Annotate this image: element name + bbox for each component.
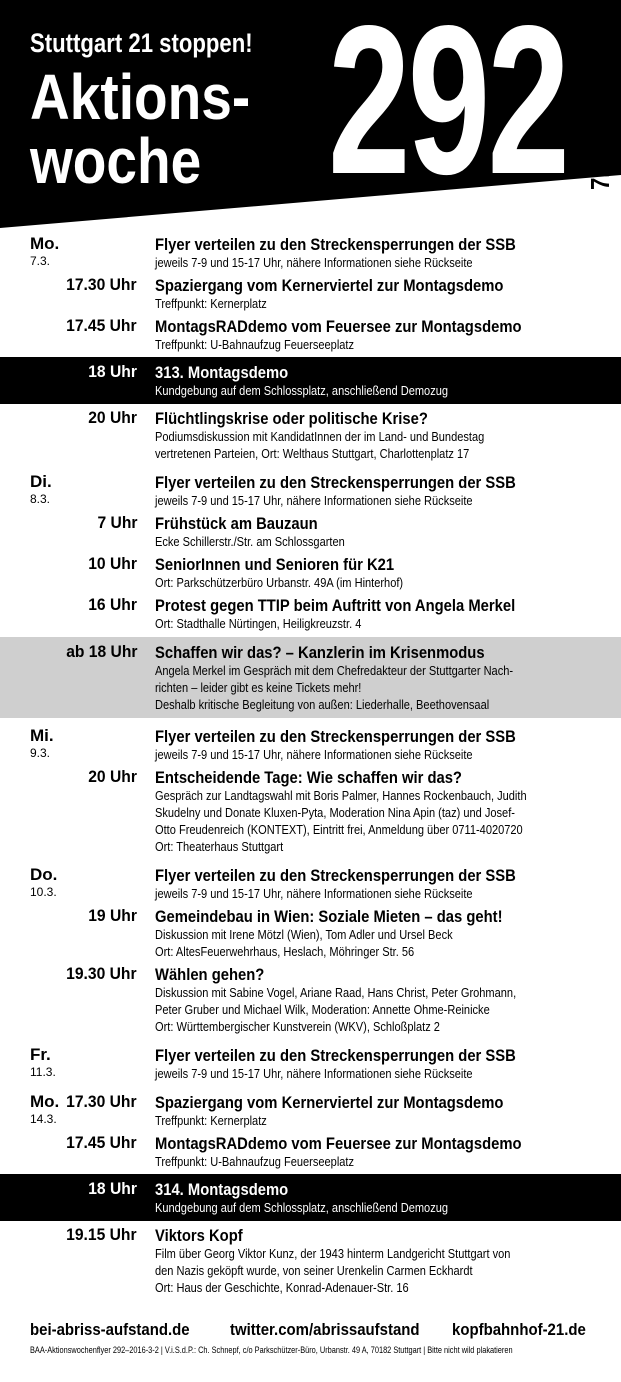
event-title: Viktors Kopf xyxy=(155,1226,243,1245)
event-title: MontagsRADdemo vom Feuersee zur Montagsdemo xyxy=(155,317,522,336)
event-title: MontagsRADdemo vom Feuersee zur Montagsdemo xyxy=(155,1134,522,1153)
date-label: 14.3. xyxy=(30,1112,57,1126)
event-row xyxy=(0,1131,621,1172)
event-content xyxy=(155,357,595,404)
event-description: jeweils 7-9 und 15-17 Uhr, nähere Informationen siehe Rückseite xyxy=(155,886,473,901)
event-row xyxy=(0,1043,621,1084)
event-content xyxy=(155,406,595,464)
event-description: jeweils 7-9 und 15-17 Uhr, nähere Informationen siehe Rückseite xyxy=(155,493,473,508)
event-description: Ort: Württembergischer Kunstverein (WKV), Schloßplatz 2 xyxy=(155,1019,440,1034)
event-title: Flüchtlingskrise oder politische Krise? xyxy=(155,409,428,428)
event-row xyxy=(0,765,621,857)
event-description: Peter Gruber und Michael Wilk, Moderation: Annette Ohme-Reinicke xyxy=(155,1002,490,1017)
event-description: Treffpunkt: Kernerplatz xyxy=(155,296,267,311)
event-row xyxy=(0,962,621,1037)
event-row xyxy=(0,273,621,314)
event-description: Kundgebung auf dem Schlossplatz, anschließend Demozug xyxy=(155,383,449,398)
event-content xyxy=(155,1174,595,1221)
event-content xyxy=(155,511,595,552)
event-description: Kundgebung auf dem Schlossplatz, anschließend Demozug xyxy=(155,1200,449,1215)
event-title: Wählen gehen? xyxy=(155,965,265,984)
event-row xyxy=(0,904,621,962)
event-time: 17.45 Uhr xyxy=(66,316,137,335)
event-time: 17.30 Uhr xyxy=(66,1092,137,1111)
event-description: Podiumsdiskussion mit KandidatInnen der im Land- und Bundestag xyxy=(155,429,485,444)
event-time: 10 Uhr xyxy=(88,554,137,573)
event-time: 17.30 Uhr xyxy=(66,275,137,294)
day-label: Mi. xyxy=(30,726,54,745)
website-link[interactable]: bei-abriss-aufstand.de xyxy=(30,1320,190,1339)
event-description: Ort: Parkschützerbüro Urbanstr. 49A (im Hinterhof) xyxy=(155,575,404,590)
event-content xyxy=(155,962,595,1037)
event-row xyxy=(0,232,621,273)
event-description: Diskussion mit Irene Mötzl (Wien), Tom Adler und Ursel Beck xyxy=(155,927,453,942)
event-title: Flyer verteilen zu den Streckensperrungen der SSB xyxy=(155,1046,516,1065)
event-row xyxy=(0,593,621,634)
week-dates: 7.3.- 14.3. xyxy=(585,90,615,190)
issue-number: 292 xyxy=(328,0,568,218)
event-description: richten – leider gibt es keine Tickets mehr! xyxy=(155,680,362,695)
event-content xyxy=(155,1131,595,1172)
event-time: 7 Uhr xyxy=(97,513,137,532)
event-time: 19 Uhr xyxy=(88,906,137,925)
kopfbahnhof-link[interactable]: kopfbahnhof-21.de xyxy=(452,1320,586,1339)
event-description: jeweils 7-9 und 15-17 Uhr, nähere Informationen siehe Rückseite xyxy=(155,1066,473,1081)
footer xyxy=(0,1320,621,1355)
event-description: Diskussion mit Sabine Vogel, Ariane Raad, Hans Christ, Peter Grohmann, xyxy=(155,985,517,1000)
event-title: Spaziergang vom Kernerviertel zur Montagsdemo xyxy=(155,276,504,295)
header-title-line1: Aktions- xyxy=(30,61,251,133)
event-title: Flyer verteilen zu den Streckensperrungen der SSB xyxy=(155,727,516,746)
event-title: Flyer verteilen zu den Streckensperrungen der SSB xyxy=(155,235,516,254)
event-content xyxy=(155,765,595,857)
event-description: Otto Freudenreich (KONTEXT), Eintritt frei, Anmeldung über 0711-4020720 xyxy=(155,822,523,837)
event-title: 313. Montagsdemo xyxy=(155,363,289,382)
event-description: den Nazis geköpft wurde, von seiner Urenkelin Carmen Eckhardt xyxy=(155,1263,473,1278)
event-title: Schaffen wir das? – Kanzlerin im Krisenmodus xyxy=(155,643,485,662)
day-label: Fr. xyxy=(30,1045,51,1064)
date-label: 11.3. xyxy=(30,1065,56,1079)
event-title: 314. Montagsdemo xyxy=(155,1180,289,1199)
event-row xyxy=(0,724,621,765)
event-time: 18 Uhr xyxy=(88,1179,137,1198)
event-content xyxy=(155,904,595,962)
event-description: Deshalb kritische Begleitung von außen: Liederhalle, Beethovensaal xyxy=(155,697,490,712)
date-label: 9.3. xyxy=(30,746,51,760)
event-title: Frühstück am Bauzaun xyxy=(155,514,318,533)
date-label: 8.3. xyxy=(30,492,51,506)
event-description: Gespräch zur Landtagswahl mit Boris Palmer, Hannes Rockenbauch, Judith xyxy=(155,788,527,803)
event-title: Flyer verteilen zu den Streckensperrungen der SSB xyxy=(155,473,516,492)
date-label: 10.3. xyxy=(30,885,57,899)
event-row xyxy=(0,1090,621,1131)
imprint: BAA-Aktionswochenflyer 292–2016-3-2 | V.i.S.d.P.: Ch. Schnepf, c/o Parkschützer-Büro, Urbanstr. 49 A, 70182 Stuttgart | Bitte nicht wild plakatieren xyxy=(30,1345,513,1355)
event-row xyxy=(0,863,621,904)
event-content xyxy=(155,863,595,904)
event-time: 16 Uhr xyxy=(88,595,137,614)
event-row xyxy=(0,552,621,593)
event-row xyxy=(0,1174,621,1221)
event-time: 18 Uhr xyxy=(88,362,137,381)
event-description: Treffpunkt: U-Bahnaufzug Feuerseeplatz xyxy=(155,337,355,352)
event-description: Ecke Schillerstr./Str. am Schlossgarten xyxy=(155,534,345,549)
twitter-link[interactable]: twitter.com/abrissaufstand xyxy=(230,1320,420,1339)
program-list xyxy=(0,232,621,1298)
event-title: Protest gegen TTIP beim Auftritt von Angela Merkel xyxy=(155,596,516,615)
event-description: Ort: AltesFeuerwehrhaus, Heslach, Möhringer Str. 56 xyxy=(155,944,415,959)
header-title-line2: woche xyxy=(30,125,202,197)
event-description: Ort: Haus der Geschichte, Konrad-Adenauer-Str. 16 xyxy=(155,1280,409,1295)
event-content xyxy=(155,314,595,355)
event-time: 19.30 Uhr xyxy=(66,964,137,983)
event-description: Ort: Stadthalle Nürtingen, Heiligkreuzstr. 4 xyxy=(155,616,362,631)
event-content xyxy=(155,1223,595,1298)
event-content xyxy=(155,593,595,634)
event-content xyxy=(155,470,595,511)
day-label: Mo. xyxy=(30,234,60,253)
header-banner xyxy=(0,0,621,228)
event-title: Entscheidende Tage: Wie schaffen wir das? xyxy=(155,768,462,787)
event-time: 20 Uhr xyxy=(88,767,137,786)
event-row xyxy=(0,637,621,718)
event-content xyxy=(155,1043,595,1084)
event-description: jeweils 7-9 und 15-17 Uhr, nähere Informationen siehe Rückseite xyxy=(155,747,473,762)
event-row xyxy=(0,511,621,552)
event-description: Film über Georg Viktor Kunz, der 1943 hinterm Landgericht Stuttgart von xyxy=(155,1246,511,1261)
event-title: Flyer verteilen zu den Streckensperrungen der SSB xyxy=(155,866,516,885)
event-time: 17.45 Uhr xyxy=(66,1133,137,1152)
event-row xyxy=(0,470,621,511)
event-row xyxy=(0,406,621,464)
event-description: jeweils 7-9 und 15-17 Uhr, nähere Informationen siehe Rückseite xyxy=(155,255,473,270)
event-row xyxy=(0,314,621,355)
date-label: 7.3. xyxy=(30,254,51,268)
event-title: Gemeindebau in Wien: Soziale Mieten – das geht! xyxy=(155,907,503,926)
event-description: Ort: Theaterhaus Stuttgart xyxy=(155,839,284,854)
event-content xyxy=(155,232,595,273)
event-description: Treffpunkt: Kernerplatz xyxy=(155,1113,267,1128)
event-time: 20 Uhr xyxy=(88,408,137,427)
day-label: Mo. xyxy=(30,1092,60,1111)
event-description: Treffpunkt: U-Bahnaufzug Feuerseeplatz xyxy=(155,1154,355,1169)
event-title: SeniorInnen und Senioren für K21 xyxy=(155,555,395,574)
event-description: vertretenen Parteien, Ort: Welthaus Stuttgart, Charlottenplatz 17 xyxy=(155,446,470,461)
event-row xyxy=(0,1223,621,1298)
event-description: Skudelny und Donate Kluxen-Pyta, Moderation Nina Apin (taz) und Josef- xyxy=(155,805,515,820)
event-content xyxy=(155,1090,595,1131)
event-time: ab 18 Uhr xyxy=(65,642,137,661)
event-content xyxy=(155,273,595,314)
event-title: Spaziergang vom Kernerviertel zur Montagsdemo xyxy=(155,1093,504,1112)
event-description: Angela Merkel im Gespräch mit dem Chefredakteur der Stuttgarter Nach- xyxy=(155,663,514,678)
event-content xyxy=(155,637,595,718)
header-subtitle: Stuttgart 21 stoppen! xyxy=(30,28,253,58)
event-content xyxy=(155,552,595,593)
day-label: Do. xyxy=(30,865,58,884)
day-label: Di. xyxy=(30,472,52,491)
event-content xyxy=(155,724,595,765)
event-row xyxy=(0,357,621,404)
event-time: 19.15 Uhr xyxy=(66,1225,137,1244)
